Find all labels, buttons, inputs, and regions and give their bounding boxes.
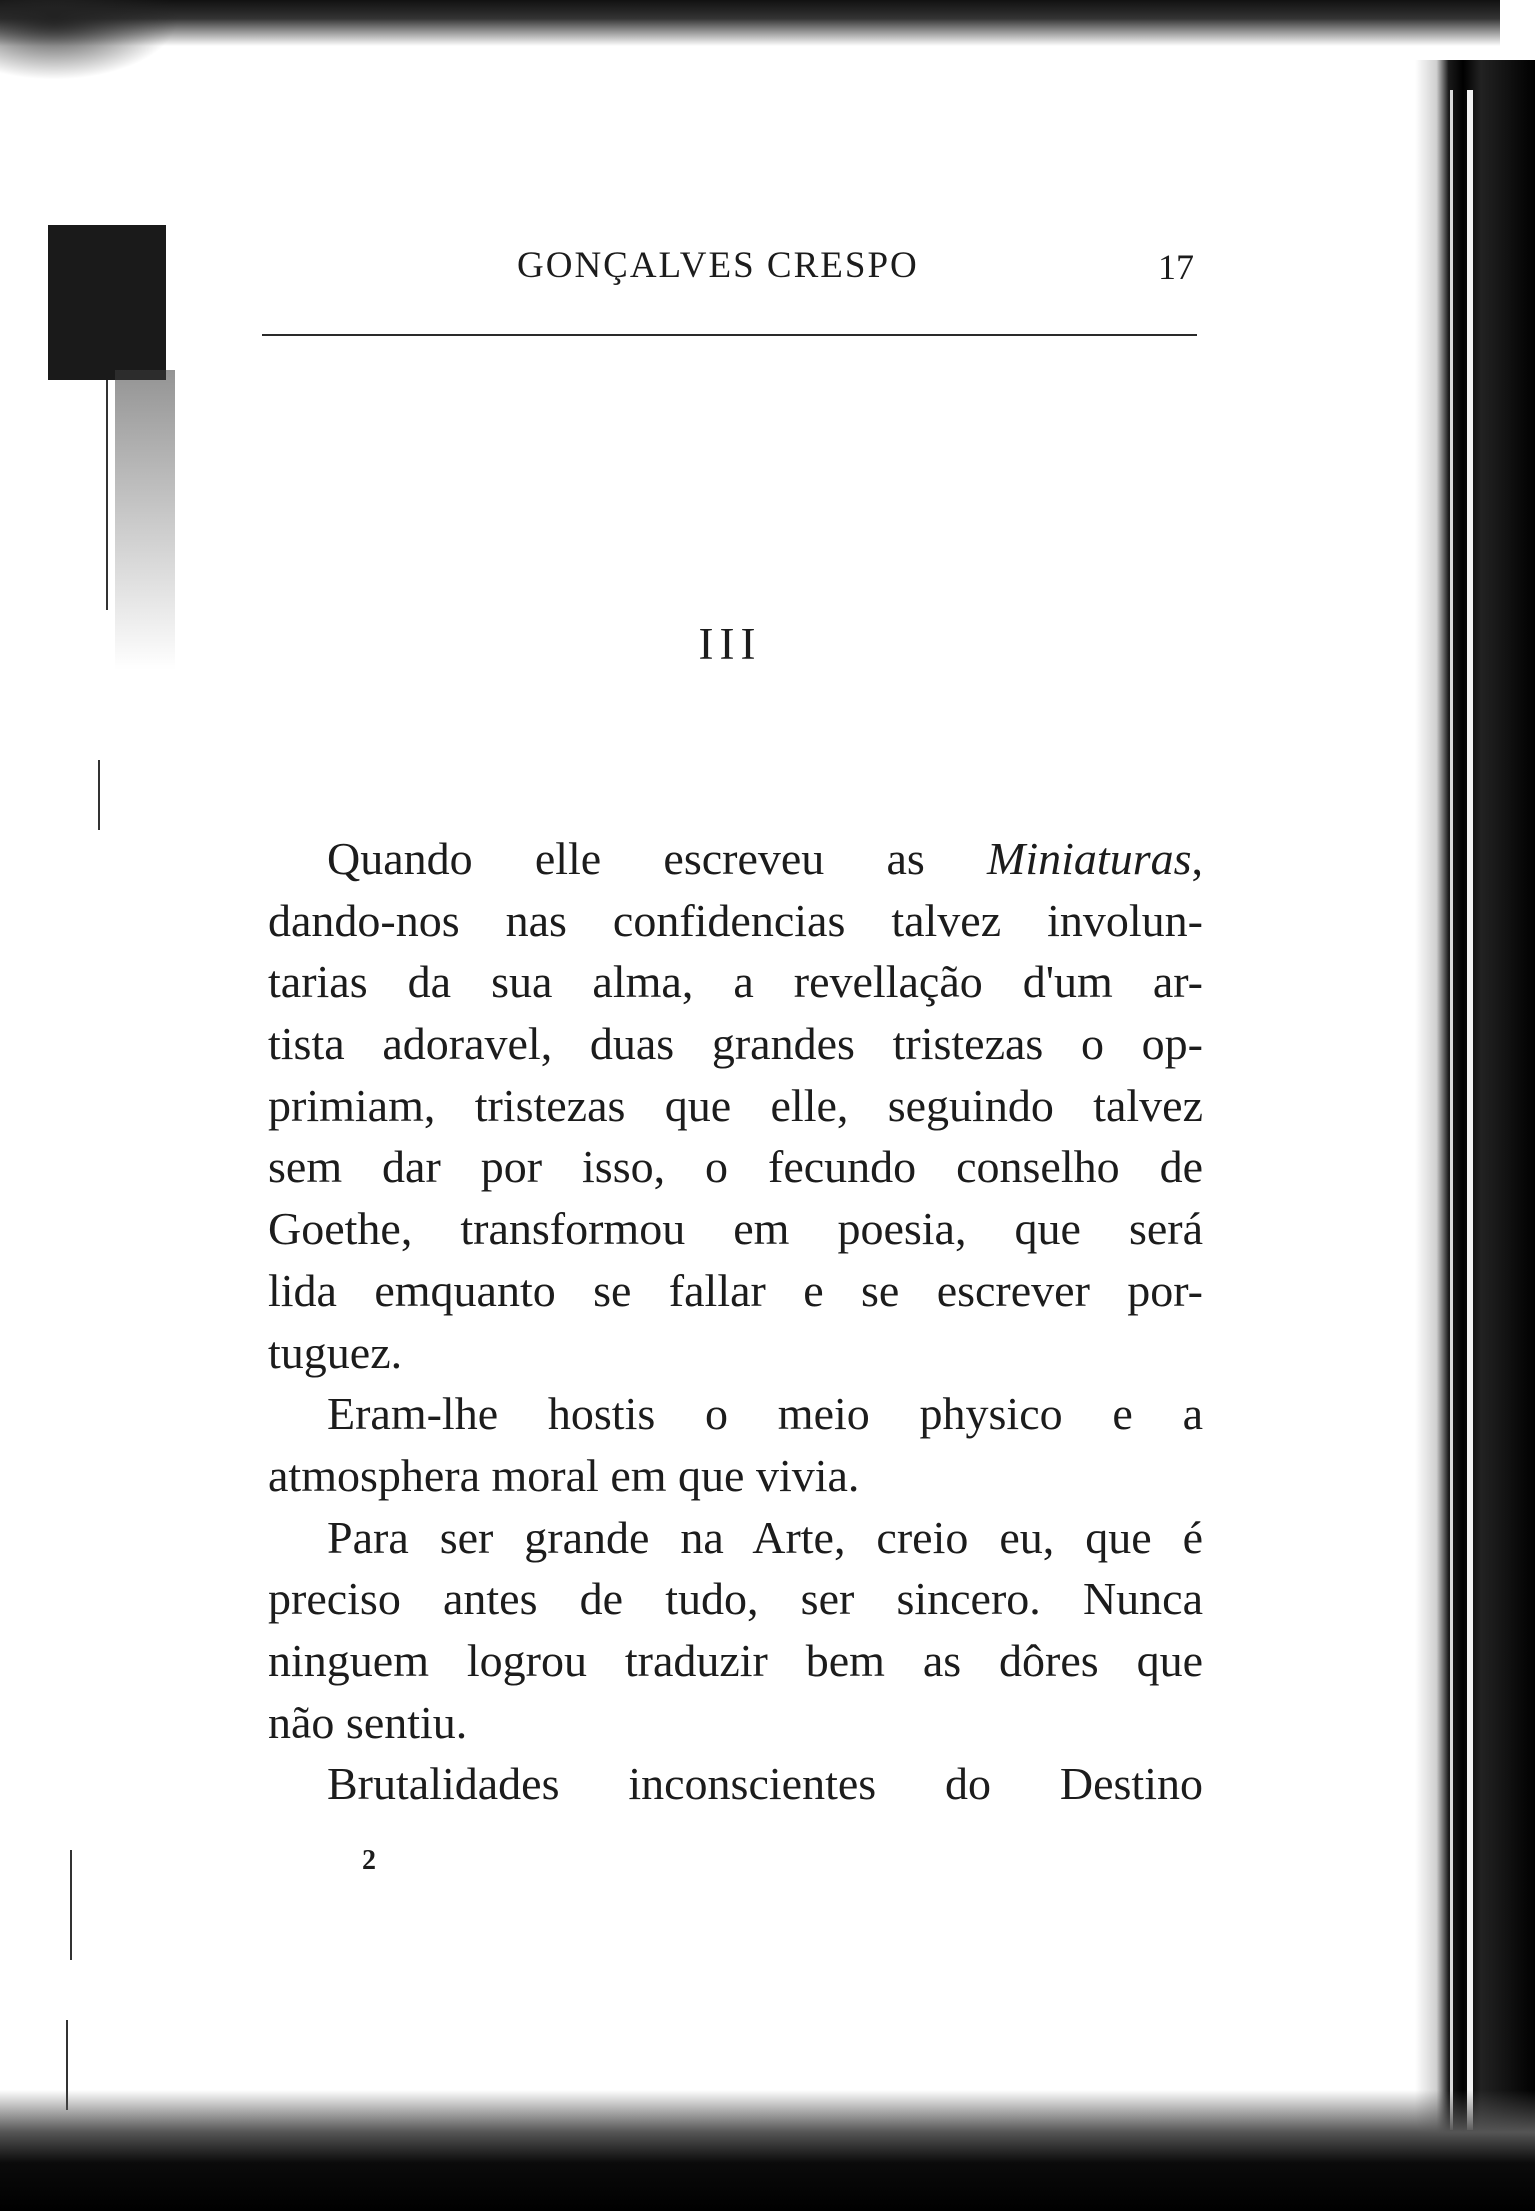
scan-left-mark: [98, 760, 100, 830]
text-line: Goethe, transformou em poesia, que será: [268, 1203, 1203, 1255]
scan-left-dark-block: [48, 225, 166, 380]
text-line: tarias da sua alma, a revellação d'um ar-: [268, 956, 1203, 1008]
page-number: 17: [1158, 247, 1194, 287]
text-line: preciso antes de tudo, ser sincero. Nunca: [268, 1573, 1203, 1625]
text-line: ninguem logrou traduzir bem as dôres que: [268, 1634, 1203, 1686]
text-line: Brutalidades inconscientes do Destino: [327, 1758, 1203, 1810]
running-title: GONÇALVES CRESPO: [517, 245, 919, 286]
text-line: atmosphera moral em que vivia.: [268, 1449, 860, 1501]
text-line: tista adoravel, duas grandes tristezas o op-: [268, 1018, 1203, 1070]
text-line: dando-nos nas confidencias talvez involun-: [268, 894, 1203, 946]
scan-right-page-edge: [1415, 60, 1535, 2210]
text-line: não sentiu.: [268, 1696, 468, 1748]
text-line: tuguez.: [268, 1326, 403, 1378]
text-span: ,: [1191, 833, 1203, 884]
text-line: Para ser grande na Arte, creio eu, que é: [327, 1511, 1203, 1563]
signature-mark: 2: [362, 1845, 376, 1876]
scan-left-mark: [70, 1850, 72, 1960]
text-line: sem dar por isso, o fecundo conselho de: [268, 1141, 1203, 1193]
scan-right-streak: [1450, 90, 1453, 2130]
header-rule: [262, 334, 1197, 336]
book-title: Miniaturas: [987, 833, 1192, 884]
running-head: [262, 240, 1197, 300]
text-line: lida emquanto se fallar e se escrever por-: [268, 1264, 1203, 1316]
scan-bottom-shadow: [0, 2090, 1535, 2211]
scan-corner-shadow: [0, 0, 180, 80]
text-span: Quando elle escreveu as: [327, 833, 988, 884]
scan-left-mark: [106, 380, 108, 610]
text-line: Eram-lhe hostis o meio physico e a: [327, 1388, 1203, 1440]
chapter-number: III: [698, 619, 762, 669]
body-text: [268, 828, 1203, 1815]
scan-right-streak: [1467, 90, 1473, 2130]
text-line: primiam, tristezas que elle, seguindo talvez: [268, 1079, 1203, 1131]
text-line: [268, 828, 1203, 890]
scan-top-shadow: [0, 0, 1500, 46]
